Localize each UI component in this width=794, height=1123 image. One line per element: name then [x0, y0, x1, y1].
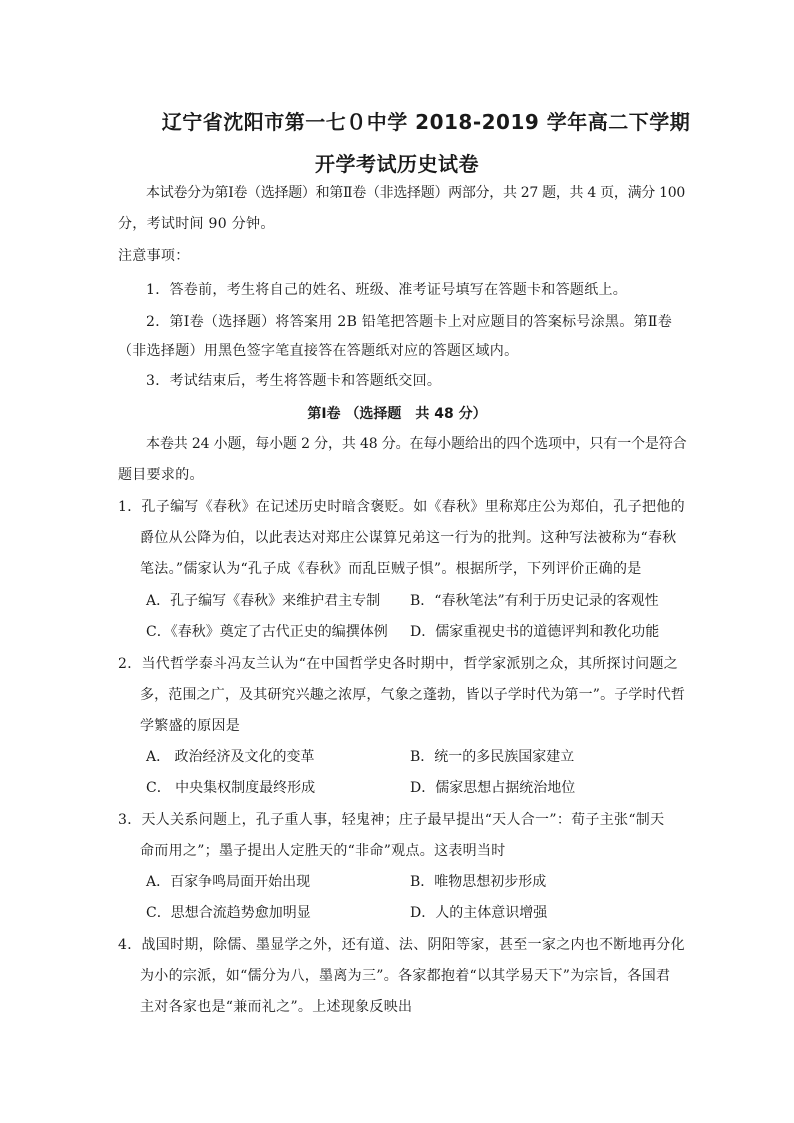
exam-title-line2: 开学考试历史试卷: [315, 152, 479, 176]
section-title: 第Ⅰ卷 （选择题 共 48 分）: [307, 406, 487, 422]
q1-option-a: A．孔子编写《春秋》来维护君主专制: [146, 593, 381, 609]
q2-option-a: A． 政治经济及文化的变革: [146, 749, 315, 765]
notice-item-2-cont: （非选择题）用黑色签字笔直接答在答题纸对应的答题区域内。: [118, 343, 519, 359]
q3-option-a: A．百家争鸣局面开始出现: [146, 874, 311, 890]
q2-line-1: 2．当代哲学泰斗冯友兰认为“在中国哲学史各时期中，哲学家派别之众，其所探讨问题之: [118, 656, 679, 672]
notice-item-1: 1．答卷前，考生将自己的姓名、班级、准考证号填写在答题卡和答题纸上。: [146, 282, 628, 298]
intro-line-2: 分，考试时间 90 分钟。: [118, 216, 275, 232]
section-intro-line-2: 题目要求的。: [118, 467, 204, 483]
notice-item-3: 3．考试结束后，考生将答题卡和答题纸交回。: [146, 373, 442, 389]
q2-option-c: C． 中央集权制度最终形成: [146, 780, 316, 796]
q4-line-1: 4．战国时期，除儒、墨显学之外，还有道、法、阴阳等家，甚至一家之内也不断地再分化: [118, 937, 685, 953]
q3-option-d: D．人的主体意识增强: [410, 905, 548, 921]
exam-title-line1: 辽宁省沈阳市第一七０中学 2018-2019 学年高二下学期: [161, 110, 691, 134]
q1-line-2: 爵位从公降为伯，以此表达对郑庄公谋算兄弟这一行为的批判。这种写法被称为“春秋: [140, 530, 677, 546]
notice-item-2: 2．第Ⅰ卷（选择题）将答案用 2B 铅笔把答题卡上对应题目的答案标号涂黑。第Ⅱ卷: [146, 314, 673, 330]
q2-line-3: 学繁盛的原因是: [140, 718, 241, 734]
q3-line-2: 命而用之”；墨子提出人定胜天的“非命”观点。这表明当时: [140, 843, 506, 859]
q2-line-2: 多，范围之广，及其研究兴趣之浓厚，气象之蓬勃，皆以子学时代为第一”。子学时代哲: [140, 687, 686, 703]
notice-heading: 注意事项：: [118, 248, 190, 264]
q1-option-d: D．儒家重视史书的道德评判和教化功能: [410, 624, 660, 640]
q3-option-c: C．思想合流趋势愈加明显: [146, 905, 311, 921]
q3-option-b: B．唯物思想初步形成: [410, 874, 547, 890]
q4-line-2: 为小的宗派，如“儒分为八，墨离为三”。各家都抱着“以其学易天下”为宗旨，各国君: [140, 968, 671, 984]
q2-option-b: B．统一的多民族国家建立: [410, 749, 575, 765]
q1-option-c: C．《春秋》奠定了古代正史的编撰体例: [146, 624, 388, 640]
q1-option-b: B．“春秋笔法”有利于历史记录的客观性: [410, 593, 659, 609]
intro-line-1: 本试卷分为第Ⅰ卷（选择题）和第Ⅱ卷（非选择题）两部分，共 27 题，共 4 页，满分 100: [146, 185, 685, 201]
section-intro-line-1: 本卷共 24 小题，每小题 2 分，共 48 分。在每小题给出的四个选项中，只有一个是符合: [146, 436, 687, 452]
q4-line-3: 主对各家也是“兼而礼之”。上述现象反映出: [140, 999, 413, 1015]
q2-option-d: D．儒家思想占据统治地位: [410, 780, 576, 796]
q1-line-3: 笔法。”儒家认为“孔子成《春秋》而乱臣贼子惧”。根据所学，下列评价正确的是: [140, 561, 642, 577]
q1-line-1: 1．孔子编写《春秋》在记述历史时暗含褒贬。如《春秋》里称郑庄公为郑伯，孔子把他的: [118, 499, 685, 515]
q3-line-1: 3．天人关系问题上，孔子重人事，轻鬼神；庄子最早提出“天人合一”：荀子主张“制天: [118, 812, 665, 828]
